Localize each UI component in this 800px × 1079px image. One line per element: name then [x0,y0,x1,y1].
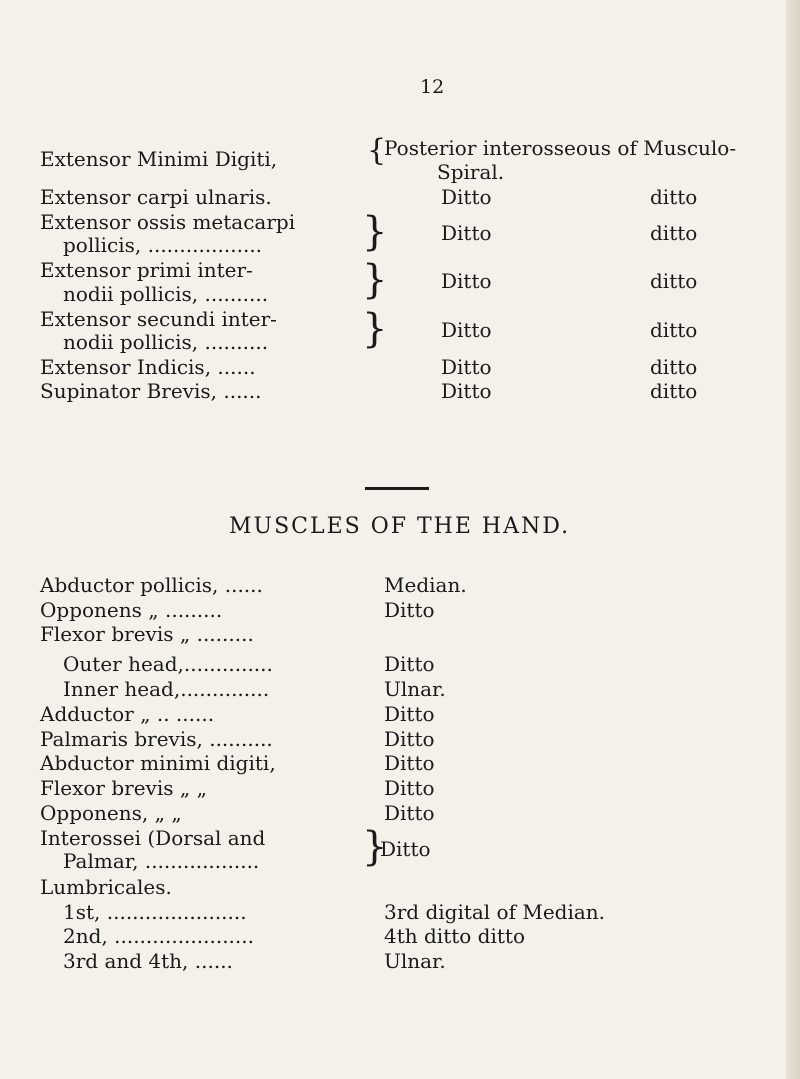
muscle-name: Flexor brevis „ ......... [40,622,254,646]
brace: { [367,133,387,168]
ditto-col2: ditto [650,221,698,245]
nerve-name: Ditto [384,702,435,726]
ditto-col2: ditto [650,269,698,293]
section-divider [365,487,429,490]
nerve-name: 4th ditto ditto [384,924,525,948]
muscle-name: Opponens, „ „ [40,801,182,825]
muscle-name: Outer head,.............. [63,652,273,676]
muscle-name-cont: nodii pollicis, .......... [63,282,269,306]
muscle-name: Extensor ossis metacarpi [40,210,296,234]
ditto-col1: Ditto [441,269,492,293]
page-number: 12 [420,76,445,98]
muscle-name: Palmaris brevis, .......... [40,727,273,751]
ditto-col2: ditto [650,318,698,342]
nerve-name: Posterior interosseous of Musculo- [384,136,737,160]
muscle-name: 2nd, ...................... [63,924,254,948]
ditto-col1: Ditto [441,355,492,379]
brace: } [362,209,388,255]
muscle-name-cont: pollicis, .................. [63,233,263,257]
ditto-col1: Ditto [441,379,492,403]
ditto-col1: Ditto [441,185,492,209]
nerve-name: Ditto [384,727,435,751]
ditto-col1: Ditto [441,221,492,245]
ditto-col2: ditto [650,355,698,379]
muscle-name: Flexor brevis „ „ [40,776,207,800]
brace: } [362,306,388,352]
muscle-name: Supinator Brevis, ...... [40,379,262,403]
muscle-name: Extensor Indicis, ...... [40,355,256,379]
muscle-name: Extensor secundi inter- [40,307,277,331]
page-edge [786,0,800,1079]
muscle-name: Opponens „ ......... [40,598,223,622]
nerve-name: Ditto [384,801,435,825]
ditto-col2: ditto [650,185,698,209]
muscle-name: Extensor carpi ulnaris. [40,185,272,209]
muscle-name: Interossei (Dorsal and [40,826,266,850]
muscle-name-cont: nodii pollicis, .......... [63,330,269,354]
nerve-name: Ditto [384,751,435,775]
section-heading: MUSCLES OF THE HAND. [229,514,571,539]
muscle-name: 1st, ...................... [63,900,247,924]
ditto-col2: ditto [650,379,698,403]
brace: } [362,257,388,303]
muscle-name: Adductor „ .. ...... [40,702,215,726]
nerve-name: Ditto [384,598,435,622]
muscle-name: Abductor minimi digiti, [40,751,276,775]
muscle-name: Inner head,.............. [63,677,270,701]
muscle-name: 3rd and 4th, ...... [63,949,233,973]
nerve-name: Ditto [384,776,435,800]
ditto-col1: Ditto [441,318,492,342]
nerve-name: Median. [384,573,467,597]
nerve-name: Ulnar. [384,949,446,973]
muscle-name: Lumbricales. [40,875,172,899]
nerve-name: Ditto [384,652,435,676]
nerve-name: Ulnar. [384,677,446,701]
muscle-name: Extensor Minimi Digiti, [40,147,278,171]
nerve-name: 3rd digital of Median. [384,900,606,924]
muscle-name: Extensor primi inter- [40,258,253,282]
nerve-name: Ditto [380,837,431,861]
brace: } [362,824,388,870]
muscle-name-cont: Palmar, .................. [63,849,260,873]
muscle-name: Abductor pollicis, ...... [40,573,263,597]
nerve-name-cont: Spiral. [437,160,505,184]
